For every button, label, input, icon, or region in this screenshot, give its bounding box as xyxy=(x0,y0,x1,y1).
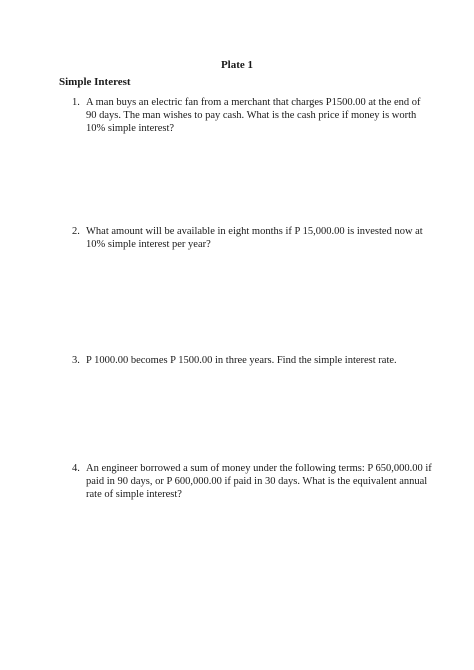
problem-number: 3. xyxy=(72,355,80,366)
problem-text: A man buys an electric fan from a merchant that charges P1500.00 at the end of 90 days. The man wishes to pay cash. What is the cash price if money is worth 10% simple interest? xyxy=(86,97,421,134)
problem-text: An engineer borrowed a sum of money under the following terms: P 650,000.00 if paid in 90 days, or P 600,000.00 if paid in 30 days. What is the equivalent annual rate of simple interest? xyxy=(86,463,432,500)
problem-item-4 xyxy=(72,462,432,501)
problem-number: 2. xyxy=(72,226,80,237)
problem-text: P 1000.00 becomes P 1500.00 in three years. Find the simple interest rate. xyxy=(86,355,397,366)
problem-item-2 xyxy=(72,225,432,251)
problem-item-3 xyxy=(72,354,432,367)
problem-number: 1. xyxy=(72,97,80,108)
problem-number: 4. xyxy=(72,463,80,474)
problem-item-1 xyxy=(72,96,432,135)
section-heading: Simple Interest xyxy=(59,76,131,88)
problem-text: What amount will be available in eight months if P 15,000.00 is invested now at 10% simple interest per year? xyxy=(86,226,423,250)
page-title: Plate 1 xyxy=(220,59,254,71)
